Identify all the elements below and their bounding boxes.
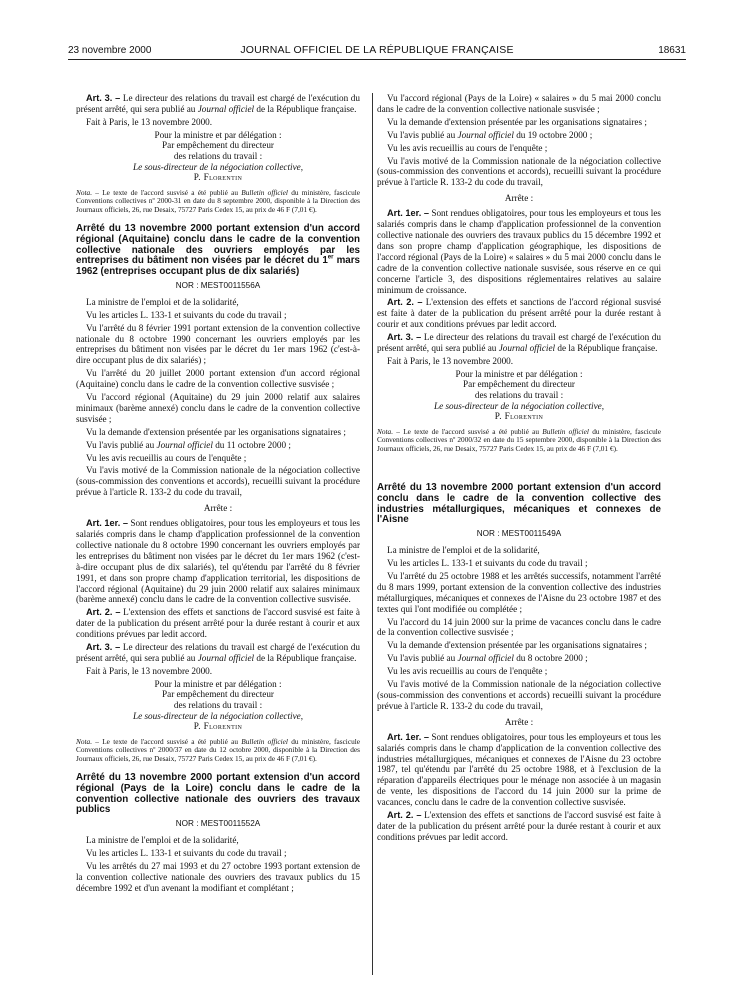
article-label: Art. 3. – [86,93,121,103]
article-3: Art. 3. – Le directeur des relations du travail est chargé de l'exécution du présent arrêté, qui sera publié au Journal officiel de la République française. [76,642,360,663]
decree-title: Arrêté du 13 novembre 2000 portant extension d'un accord régional (Aquitaine) conclu dans le cadre de la convention collective nationale des ouvriers employés par les entreprises du bâtiment non visées par le décret du 1er mars 1962 (entreprises occupant plus de dix salariés) [76,222,360,278]
signature-block: Pour la ministre et par délégation : Par empêchement du directeur des relations du travail : Le sous-directeur de la négociation collective, P. Florentin [76,130,360,183]
article-1: Art. 1er. – Sont rendues obligatoires, pour tous les employeurs et tous les salariés compris dans le champ d'application professionnel de la convention collective nationale du 8 octobre 1990 concernant les ouvriers employés par les entreprises du bâtiment non visées par le décret du 1er mars 1962 (c'est-à-dire occupant plus de dix salariés), tel qu'étendu par l'arrêté du 8 février 1991, et dans son propre champ d'application territorial, les dispositions de l'accord régional (Aquitaine) du 29 juin 2000 relatif aux salaires minimaux (barème annexé) conclu dans le cadre de la convention collective susvisée. [76,518,360,605]
arrete-heading: Arrête : [504,193,534,204]
page-number: 18631 [658,45,686,56]
arrete-heading: Arrête : [203,503,233,514]
article-2: Art. 2. – L'extension des effets et sanctions de l'accord susvisé est faite à dater de la publication du présent arrêté pour la durée restant à courir et aux conditions prévues par ledit accord. [377,810,662,842]
article-label: Art. 3. – [387,332,422,343]
header-title: JOURNAL OFFICIEL DE LA RÉPUBLIQUE FRANÇAISE [240,44,514,56]
article-1: Art. 1er. – Sont rendues obligatoires, pour tous les employeurs et tous les salariés compris dans le champ d'application professionnel de la convention collective nationale des ouvriers des travaux publics du 15 décembre 1992 et dans son propre champ d'application géographique, les dispositions de l'accord régional (Pays de la Loire) « salaires » du 5 mai 2000 conclu dans le cadre de la convention collective nationale susvisée, sous réserve en ce qui concerne l'article 3, des dispositions réglementaires relatives au salaire minimum de croissance. [377,208,661,295]
article-3: Art. 3. – Le directeur des relations du travail est chargé de l'exécution du présent arrêté, qui sera publié au Journal officiel de la République française. [377,332,661,354]
article-3: Art. 3. – Le directeur des relations du travail est chargé de l'exécution du présent arrêté, qui sera publié au Journal officiel de la République française. [76,93,360,114]
signature-date: Fait à Paris, le 13 novembre 2000. [387,355,514,366]
signature-block: Pour la ministre et par délégation : Par empêchement du directeur des relations du travail : Le sous-directeur de la négociation collective, P. Florentin [377,369,661,422]
signature-block: Pour la ministre et par délégation : Par empêchement du directeur des relations du travail : Le sous-directeur de la négociation collective, P. Florentin [76,679,360,732]
signature-date: Fait à Paris, le 13 novembre 2000. [86,116,213,127]
article-1: Art. 1er. – Sont rendues obligatoires, pour tous les employeurs et tous les salariés compris dans le champ d'application de la convention collective des industries métallurgiques, mécaniques et connexes de l'Aisne du 23 octobre 1987, tel qu'étendu par l'arrêté du 25 octobre 1988, et à l'exclusion de la réparation d'appareils électriques pour le ménage non associée à un magasin de vente, les dispositions de l'accord du 14 juin 2000 sur la prime de vacances, conclu dans le cadre de la convention collective susvisée. [377,731,661,808]
article-label: Art. 3. – [86,642,121,653]
article-label: Art. 2. – [86,607,121,618]
nota: Nota. – Le texte de l'accord susvisé a été publié au Bulletin officiel du ministère, fascicule Conventions collectives nº 2000-31 en date du 8 septembre 2000, disponible à la Direction des Journaux officiels, 26, rue Desaix, 75727 Paris Cedex 15, au prix de 46 F (7,01 €). [76,187,360,214]
section-gap [377,455,661,473]
article-2: Art. 2. – L'extension des effets et sanctions de l'accord susvisé est faite à dater de la publication du présent arrêté pour la durée restant à courir et aux conditions prévues par ledit accord. [76,607,361,640]
decree-pays-de-la-loire: Arrêté du 13 novembre 2000 portant extension d'un accord régional (Pays de la Loire) conclu dans le cadre de la convention collective nationale des ouvriers des travaux publics NOR : MEST0011552A La ministre de l'emploi et de la solidarité, Vu les articles L. 133-1 et suivants du code du travail ; Vu les arrêtés du 27 mai 1993 et du 27 octobre 1993 portant extension de la convention collective nationale des ouvriers des travaux publics du 15 décembre 1992 et d'un avenant la modifiant et complétant ; [76,771,360,893]
article-label: Art. 2. – [387,810,422,821]
decree-title: Arrêté du 13 novembre 2000 portant extension d'un accord conclu dans le cadre de la convention collective des industries métallurgiques, mécaniques et connexes de l'Aisne [377,482,661,526]
article-2: Art. 2. – L'extension des effets et sanctions de l'accord régional susvisé est faite à dater de la publication du présent arrêté pour la durée restant à courir et aux conditions prévues par ledit accord. [377,297,662,330]
signature-date: Fait à Paris, le 13 novembre 2000. [86,665,213,676]
signatory-name: P. Florentin [494,411,544,422]
decree-aisne: Arrêté du 13 novembre 2000 portant extension d'un accord conclu dans le cadre de la convention collective des industries métallurgiques, mécaniques et connexes de l'Aisne NOR : MEST0011549A La ministre de l'emploi et de la solidarité, Vu les articles L. 133-1 et suivants du code du travail ; Vu l'arrêté du 25 octobre 1988 et les arrêtés successifs, notamment l'arrêté du 8 mars 1999, portant extension de la convention collective des industries métallurgiques, mécaniques et connexes de l'Aisne du 23 octobre 1987 et des textes qui l'ont modifiée ou complétée ; Vu l'accord du 14 juin 2000 sur la prime de vacances conclu dans le cadre de la convention collective susvisée ; Vu la demande d'extension présentée par les organisations signataires ; Vu l'avis publié au Journal officiel du 8 octobre 2000 ; Vu les avis recueillis au cours de l'enquête ; Vu l'avis motivé de la Commission nationale de la négociation collective (sous-commission des conventions et accords) recueilli suivant la procédure prévue à l'article R. 133-2 du code du travail, Arrête : Art. 1er. – Sont rendues obligatoires, pour tous les employeurs et tous les salariés compris dans le champ d'application de la convention collective des industries métallurgiques, mécaniques et connexes de l'Aisne du 23 octobre 1987, tel qu'étendu par l'arrêté du 25 octobre 1988, et à l'exclusion de la réparation d'appareils électriques pour le ménage non associée à un magasin de vente, les dispositions de l'accord du 14 juin 2000 sur la prime de vacances, conclu dans le cadre de la convention collective susvisée. Art. 2. – L'extension des effets et sanctions de l'accord susvisé est faite à dater de la publication du présent arrêté pour la durée restant à courir et aux conditions prévues par ledit accord. [377,482,662,842]
article-label: Art. 1er. – [387,731,429,742]
signatory-name: P. Florentin [193,172,243,183]
decree-continuation [76,93,360,214]
decree-pays-de-la-loire-continuation: Vu l'accord régional (Pays de la Loire) « salaires » du 5 mai 2000 conclu dans le cadre de la convention collective nationale susvisée ; Vu la demande d'extension présentée par les organisations signataires ; Vu l'avis publié au Journal officiel du 19 octobre 2000 ; Vu les avis recueillis au cours de l'enquête ; Vu l'avis motivé de la Commission nationale de la négociation collective (sous-commission des conventions et accords), recueilli suivant la procédure prévue à l'article R. 133-2 du code du travail, Arrête : Art. 1er. – Sont rendues obligatoires, pour tous les employeurs et tous les salariés compris dans le champ d'application professionnel de la convention collective nationale des ouvriers des travaux publics du 15 décembre 1992 et dans son propre champ d'application géographique, les dispositions de l'accord régional (Pays de la Loire) « salaires » du 5 mai 2000 conclu dans le cadre de la convention collective nationale susvisée, sous réserve en ce qui concerne l'article 3, des dispositions réglementaires relatives au salaire minimum de croissance. Art. 2. – L'extension des effets et sanctions de l'accord régional susvisé est faite à dater de la publication du présent arrêté pour la durée restant à courir et aux conditions prévues par ledit accord. Art. 3. – Le directeur des relations du travail est chargé de l'exécution du présent arrêté, qui sera publié au Journal officiel de la République française. Fait à Paris, le 13 novembre 2000. Pour la ministre et par délégation : Par empêchement du directeur des relations du travail : Le sous-directeur de la négociation collective, P. Florentin Nota. – Le texte de l'accord susvisé a été publié au Bulletin officiel du ministère, fascicule Conventions collectives nº 2000/32 en date du 15 septembre 2000, disponible à la Direction des Journaux officiels, 26, rue Desaix, 75727 Paris Cedex 15, au prix de 46 F (7,01 €). [377,93,662,453]
nor-reference: NOR : MEST0011552A [175,819,261,829]
decree-title: Arrêté du 13 novembre 2000 portant extension d'un accord régional (Pays de la Loire) conclu dans le cadre de la convention collective nationale des ouvriers des travaux publics [76,771,360,816]
page-header [68,43,686,60]
decree-aquitaine: Arrêté du 13 novembre 2000 portant extension d'un accord régional (Aquitaine) conclu dans le cadre de la convention collective nationale des ouvriers employés par les entreprises du bâtiment non visées par le décret du 1er mars 1962 (entreprises occupant plus de dix salariés) NOR : MEST0011556A La ministre de l'emploi et de la solidarité, Vu les articles L. 133-1 et suivants du code du travail ; Vu l'arrêté du 8 février 1991 portant extension de la convention collective nationale du 8 octobre 1990 concernant les ouvriers employés par les entreprises du bâtiment non visées par le décret du 1er mars 1962 (c'est-à-dire occupant plus de dix salariés) ; Vu l'arrêté du 20 juillet 2000 portant extension d'un accord régional (Aquitaine) conclu dans le cadre de la convention collective susvisée ; Vu l'accord régional (Aquitaine) du 29 juin 2000 relatif aux salaires minimaux (barème annexé) conclu dans le cadre de la convention collective susvisée ; Vu la demande d'extension présentée par les organisations signataires ; Vu l'avis publié au Journal officiel du 11 octobre 2000 ; Vu les avis recueillis au cours de l'enquête ; Vu l'avis motivé de la Commission nationale de la négociation collective (sous-commission des conventions et accords), recueilli suivant la procédure prévue à l'article R. 133-2 du code du travail, Arrête : Art. 1er. – Sont rendues obligatoires, pour tous les employeurs et tous les salariés compris dans le champ d'application professionnel de la convention collective nationale du 8 octobre 1990 concernant les ouvriers employés par les entreprises du bâtiment non visées par le décret du 1er mars 1962 (c'est-à-dire occupant plus de dix salariés), tel qu'étendu par l'arrêté du 8 février 1991, et dans son propre champ d'application territorial, les dispositions de l'accord régional (Aquitaine) du 29 juin 2000 relatif aux salaires minimaux (barème annexé) conclu dans le cadre de la convention collective susvisée. Art. 2. – L'extension des effets et sanctions de l'accord susvisé est faite à dater de la publication du présent arrêté pour la durée restant à courir et aux conditions prévues par ledit accord. Art. 3. – Le directeur des relations du travail est chargé de l'exécution du présent arrêté, qui sera publié au Journal officiel de la République française. Fait à Paris, le 13 novembre 2000. Pour la ministre et par délégation : Par empêchement du directeur des relations du travail : Le sous-directeur de la négociation collective, P. Florentin Nota. – Le texte de l'accord susvisé a été publié au Bulletin officiel du ministère, fascicule Conventions collectives nº 2000/37 en date du 12 octobre 2000, disponible à la Direction des Journaux officiels, 26, rue Desaix, 75727 Paris Cedex 15, au prix de 46 F (7,01 €). [76,222,361,763]
left-column [76,93,360,896]
arrete-heading: Arrête : [504,716,534,727]
nor-reference: NOR : MEST0011556A [175,280,261,290]
article-label: Art. 1er. – [387,208,429,219]
nota: Nota. – Le texte de l'accord susvisé a été publié au Bulletin officiel du ministère, fascicule Conventions collectives nº 2000/37 en date du 12 octobre 2000, disponible à la Direction des Journaux officiels, 26, rue Desaix, 75727 Paris Cedex 15, au prix de 46 F (7,01 €). [76,736,360,763]
article-label: Art. 2. – [387,297,423,308]
header-date: 23 novembre 2000 [68,45,152,56]
signatory-name: P. Florentin [193,721,243,732]
nor-reference: NOR : MEST0011549A [476,529,562,539]
right-column [377,93,661,845]
article-label: Art. 1er. – [86,518,128,529]
column-divider [372,93,373,975]
nota: Nota. – Le texte de l'accord susvisé a été publié au Bulletin officiel du ministère, fascicule Conventions collectives nº 2000/32 en date du 15 septembre 2000, disponible à la Direction des Journaux officiels, 26, rue Desaix, 75727 Paris Cedex 15, au prix de 46 F (7,01 €). [377,426,661,453]
